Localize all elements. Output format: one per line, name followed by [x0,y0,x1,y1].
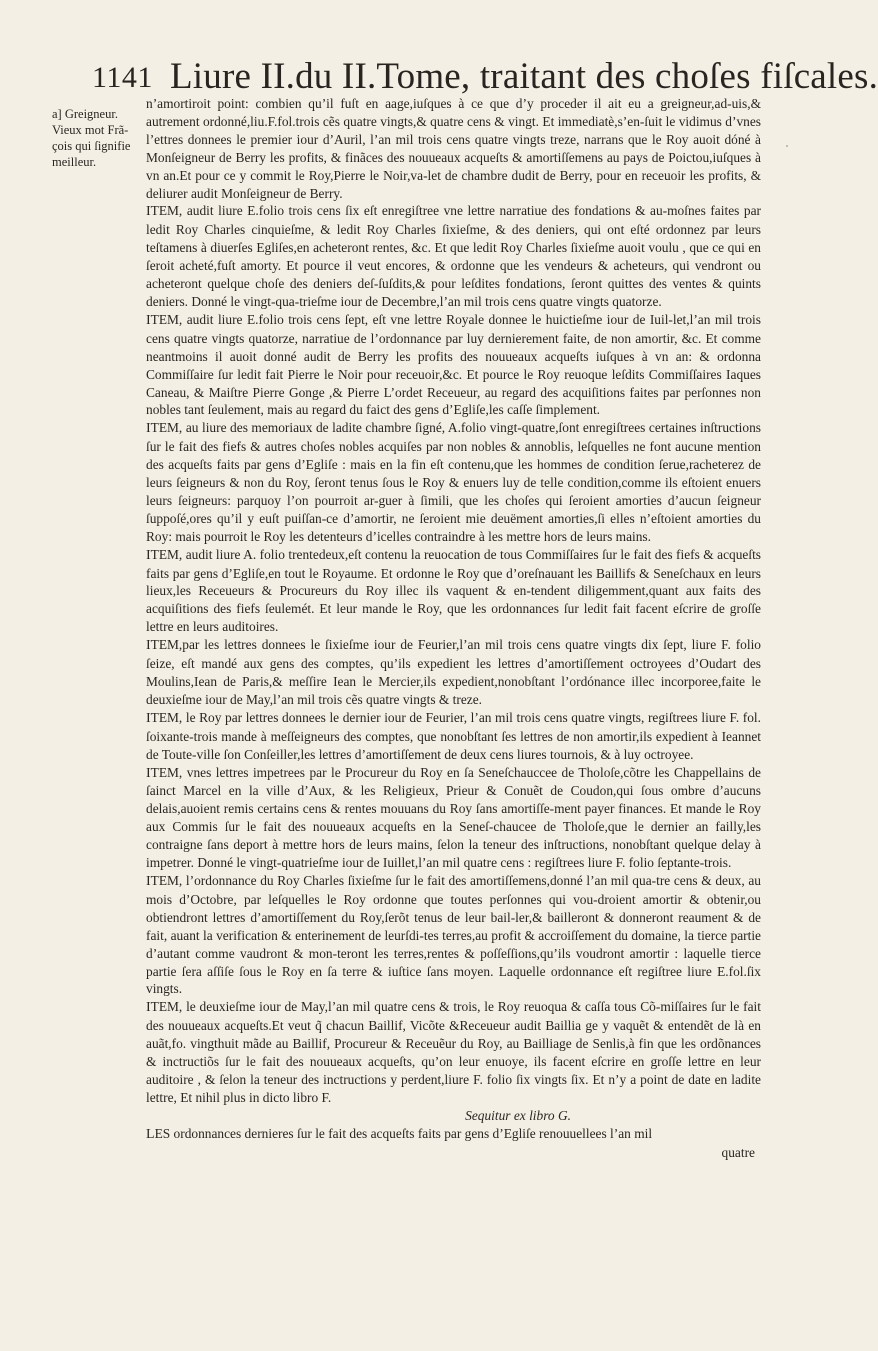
paragraph: ITEM, audit liure E.folio trois cens ſept, eſt vne lettre Royale donnee le huictieſme iour de Iuil-let,l’an mil trois cens quatre vingts quatorze, narratiue de l’ordonnance par luy dernierement faite, de non amortir, &c. Et comme neantmoins il auoit donné audit de Berry les profits des nouueaux acqueſts iuſques à vn an: & ordonna Commiſſaire ſur ledit fait Pierre le Noir pour receuoir,&c. Et pource le Roy reuoque leſdits Commiſſaires Iaques Caneau, & Maiſtre Pierre Gonge ,& Pierre L’ordet Receueur, au regard des acquiſitions faites par perſonnes non nobles tant ſeulement, mais au regard du faict des gens d’Egliſe,les caſſe ſimplement. [146,311,761,418]
body-text [146,95,761,1161]
section-heading: Sequitur ex libro G. [465,1107,571,1123]
paragraph: ITEM, au liure des memoriaux de ladite chambre ſigné, A.folio vingt-quatre,ſont enregiſtrees certaines inſtructions ſur le fait des fiefs & autres choſes nobles acquiſes par non nobles & annoblis, leſquelles ne font aucune mention des acqueſts faits par gens d’Egliſe : mais en la fin eſt contenu,que les hommes de condition ſerue,racheterez de leurs ſeigneurs & non du Roy, ſeront tenus ſous le Roy & enuers luy de telle condition,comme ils eſtoient enuers leurs ſeigneurs: parquoy l’on pourroit ar-guer à ſimili, que les choſes qui ſeroient amorties d’aucun ſeigneur ſuppoſé,ores qu’il y euſt puiſſan-ce d’amortir, ne ſeroient mie deuëment amorties,ſi elles n’eſtoient amorties du Roy: mais pourroit le Roy les detenteurs d’icelles contraindre à les mettre hors de leurs mains. [146,420,761,544]
page-number: 1141 [92,61,153,94]
paragraph: ITEM, audit liure E.folio trois cens ſix eſt enregiſtree vne lettre narratiue des fondations & au-moſnes faites par ledit Roy Charles cinquieſme, & ledit Roy Charles ſixieſme, & des deniers, qui ont eſté ordonnez par leurs teſtamens à diuerſes Egliſes,en acheteront rentes, &c. Et que ledit Roy Charles ſixieſme auoit voulu , que ce qui en ſeroit acheté,fuſt amorty. Et pource il veut encores, & ordonne que les vendeurs & acheteurs, qui vendront ou acheteront quelque choſe des deniers deſ-ſuſdits,& pour leſdites fondations, ſeront quittes des ventes & quints deniers. Donné le vingt-qua-trieſme iour de Decembre,l’an mil trois cens quatre vingts quatorze. [146,203,761,309]
paragraph: ITEM, vnes lettres impetrees par le Procureur du Roy en ſa Seneſchauccee de Tholoſe,cõtre les Chappellains de ſainct Marcel en la ville d’Aux, & les Religieux, Prieur & Conuẽt de Coudon,qui ſous ombre d’aucuns delais,auoient remis certains cens & rentes mouuans du Roy ſans amortiſſe-ment payer finances. Et mande le Roy aux Commis ſur le fait des nouueaux acqueſts en la Seneſ-chaucee de Tholoſe,que le dernier an failly,les contraigne ſans deport à mettre hors de leurs mains, ſelon la teneur des inſtructions, nonobſtant quelque delay à impetrer. Donné le vingt-quatrieſme iour de Iuillet,l’an mil quatre cens : regiſtrees liure F. folio ſeptante-trois. [146,764,761,871]
paragraph: ITEM, audit liure A. folio trentedeux,eſt contenu la reuocation de tous Commiſſaires ſur le fait des fiefs & acqueſts faits par gens d’Egliſe,en tout le Royaume. Et ordonne le Roy que d’oreſnauant les Baillifs & Seneſchaux en leurs lieux,les Receueurs & Procureurs du Roy illec ils vaquent & en-tendent diligemment,quant aux faits des acquiſitions des fiefs ſeulemét. Et leur mande le Roy, que les ordonnances ſur ledit fait facent eſcrire de groſſe lettre en leurs auditoires. [146,546,761,635]
ink-speck [786,145,788,147]
margin-note-line: Vieux mot Frã- [52,123,129,137]
paragraph: ITEM, le deuxieſme iour de May,l’an mil quatre cens & trois, le Roy reuoqua & caſſa tous Cõ-miſſaires ſur le fait des nouueaux acqueſts.Et veut q̃ chacun Baillif, Vicõte &Receueur audit Baillia ge y vaquẽt & entendẽt de là en auãt,fo. vingthuit mãde au Baillif, Procureur & Receuẽur du Roy, au Bailliage de Senlis,à fin que les ordõnances & inctructiõs ſur le fait des nouueaux acqueſts, qu’on leur enuoye, ils facent eſcrire en groſſe lettre en leur auditoire , & ſelon la teneur des inctructions y perdent,liure F. folio ſix vingts ſix. Et n’y a point de date en ladite lettre, Et nihil plus in dicto libro F. [146,999,761,1105]
paragraph: n’amortiroit point: combien qu’il fuſt en aage,iuſques à ce que d’y proceder il ait eu a greigneur,ad-uis,& autrement ordonné,liu.F.fol.trois cẽs quatre vingts,& quatre cens & vingt. Et immediatè,s’en-ſuit le vidimus d’vnes l’ettres donnees le premier iour d’Auril, l’an mil trois cens quatre vingts treze, narrans que le Roy auoit dóné à Monſeigneur de Berry les profits, & finãces des nouueaux acqueſts & amortiſſemens au pays de Poictou,iuſques à vn an.Et pour ce y commit le Roy,Pierre le Noir,va-let de chambre dudit de Berry, pour en receuoir les profits, & deliurer audit Monſeigneur de Berry. [146,96,761,201]
margin-note-line: çois qui ſignifie [52,139,131,153]
paragraph: ITEM, le Roy par lettres donnees le dernier iour de Feurier, l’an mil trois cens quatre vingts, regiſtrees liure F. fol. ſoixante-trois mande à meſſeigneurs des comptes, que nonobſtant ſes lettres de non amortir,ils expedient à Ieannet de Toute-ville ſon Conſeiller,les lettres d’amortiſſement de deux cens liures tournois, & à luy octroyee. [146,709,761,762]
margin-note-line: a] Greigneur. [52,107,118,121]
margin-note-line: meilleur. [52,155,97,169]
paragraph: ITEM,par les lettres donnees le ſixieſme iour de Feurier,l’an mil trois cens quatre vingts dix ſept, liure F. folio ſeize, eſt mandé aux gens des comptes, qu’ils expedient les lettres d’amortiſſement octroyees d’Oudart des Moulins,Iean de Paris,& meſſire Iean le Mercier,ils expedient,nonobſtant l’ordónance illec incorporee,faite le deuxieſme iour de May,l’an mil trois cẽs quatre vingts & treze. [146,637,761,707]
catchword: quatre [721,1144,755,1160]
paragraph: LES ordonnances dernieres ſur le fait des acqueſts faits par gens d’Egliſe renouuellees l’an mil [146,1125,653,1142]
running-title: Liure II.du II.Tome, traitant des choſes fiſcales. [170,56,878,97]
paragraph: ITEM, l’ordonnance du Roy Charles ſixieſme ſur le fait des amortiſſemens,donné l’an mil qua-tre cens & deux, au mois d’Octobre, par leſquelles le Roy ordonne que toutes perſonnes qui vou-droient amortir & obtenir,ou obtiendront lettres d’amortiſſement du Roy,ſerõt tenus de leur bail-ler,& bailleront & donneront reaument & de fait, auant la verification & enterinement de leurſdi-tes terres,au profit & accroiſſement du domaine, la tierce partie d’autant comme vaudront & mon-teront les terres,rentes & poſſeſſions,qu’ils voudront amortir : laquelle tierce partie ſera aſſiſe ſous le Roy en ſa terre & iuſtice ſans moyen. Laquelle ordonnance eſt regiſtree liure E.fol.ſix vingts. [146,872,761,997]
margin-note [52,106,140,170]
